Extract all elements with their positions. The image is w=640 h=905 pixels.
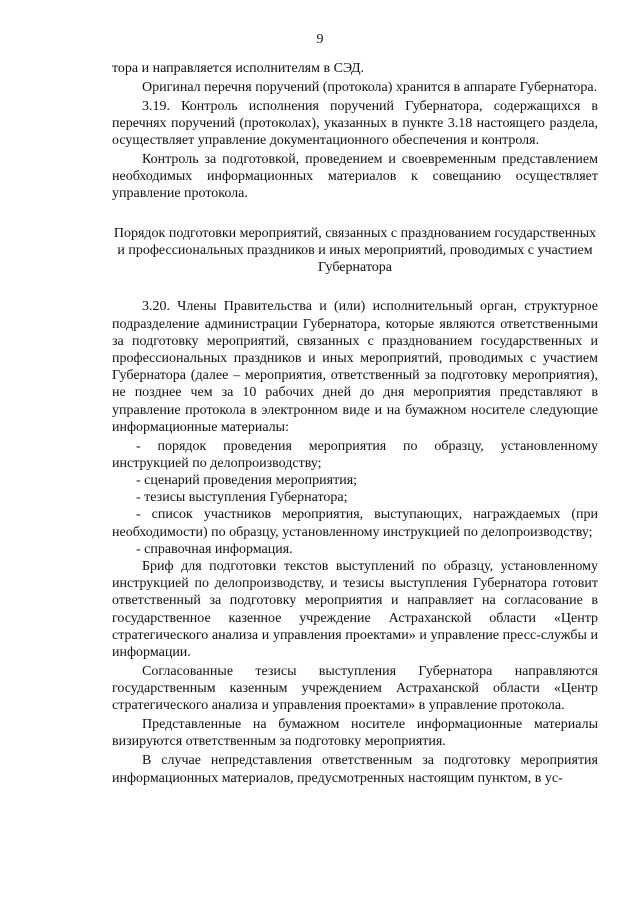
list-item: - список участников мероприятия, выступающих, награждаемых (при необходимости) по образцу, установленному инструкцией по делопроизводству; bbox=[112, 507, 598, 540]
paragraph-original-storage: Оригинал перечня поручений (протокола) хранится в аппарате Губернатора. bbox=[142, 79, 598, 95]
list-item: - сценарий проведения мероприятия; bbox=[136, 473, 358, 489]
section-heading: Порядок подготовки мероприятий, связанных с празднованием государственных и профессиональных праздников и иных мероприятий, проводимых с участием Губернатора bbox=[113, 225, 597, 276]
document-body bbox=[112, 60, 598, 788]
list-item: - порядок проведения мероприятия по образцу, установленному инструкцией по делопроизводству; bbox=[112, 438, 598, 471]
list-item: - справочная информация. bbox=[136, 541, 293, 557]
paragraph-approved-theses: Согласованные тезисы выступления Губернатора направляются государственным казенным учреждением Астраханской области «Центр стратегического анализа и управления проектами» в управление протокола. bbox=[112, 663, 598, 714]
paragraph-paper-materials: Представленные на бумажном носителе информационные материалы визируются ответственным за подготовку мероприятия. bbox=[112, 717, 598, 750]
list-item: - тезисы выступления Губернатора; bbox=[136, 490, 348, 506]
paragraph-3-20: 3.20. Члены Правительства и (или) исполнительный орган, структурное подразделение администрации Губернатора, которые являются ответственными за подготовку мероприятий, связанных с празднованием государственных и профессиональных праздников и иных мероприятий, проводимых с участием Губернатора (далее – мероприятия, ответственный за подготовку мероприятия), не позднее чем за 10 рабочих дней до дня мероприятия представляют в управление протокола в электронном виде и на бумажном носителе следующие информационные материалы: bbox=[112, 299, 598, 435]
paragraph-non-submission: В случае непредставления ответственным за подготовку мероприятия информационных материалов, предусмотренных настоящим пунктом, в ус- bbox=[112, 753, 598, 786]
paragraph-protocol-control: Контроль за подготовкой, проведением и своевременным представлением необходимых информационных материалов к совещанию осуществляет управление протокола. bbox=[112, 152, 598, 202]
page-number: 9 bbox=[316, 32, 324, 47]
paragraph-brief: Бриф для подготовки текстов выступлений по образцу, установленному инструкцией по делопроизводству, и тезисы выступления Губернатора готовит ответственный за подготовку мероприятия и направляет на согласование в государственное казенное учреждение Астраханской области «Центр стратегического анализа и управления проектами» и управление пресс-службы и информации. bbox=[112, 559, 598, 661]
paragraph-continuation: тора и направляется исполнителям в СЭД. bbox=[112, 61, 365, 76]
paragraph-3-19: 3.19. Контроль исполнения поручений Губернатора, содержащихся в перечнях поручений (протоколах), указанных в пункте 3.18 настоящего раздела, осуществляет управление документационного обеспечения и контроля. bbox=[112, 98, 598, 149]
